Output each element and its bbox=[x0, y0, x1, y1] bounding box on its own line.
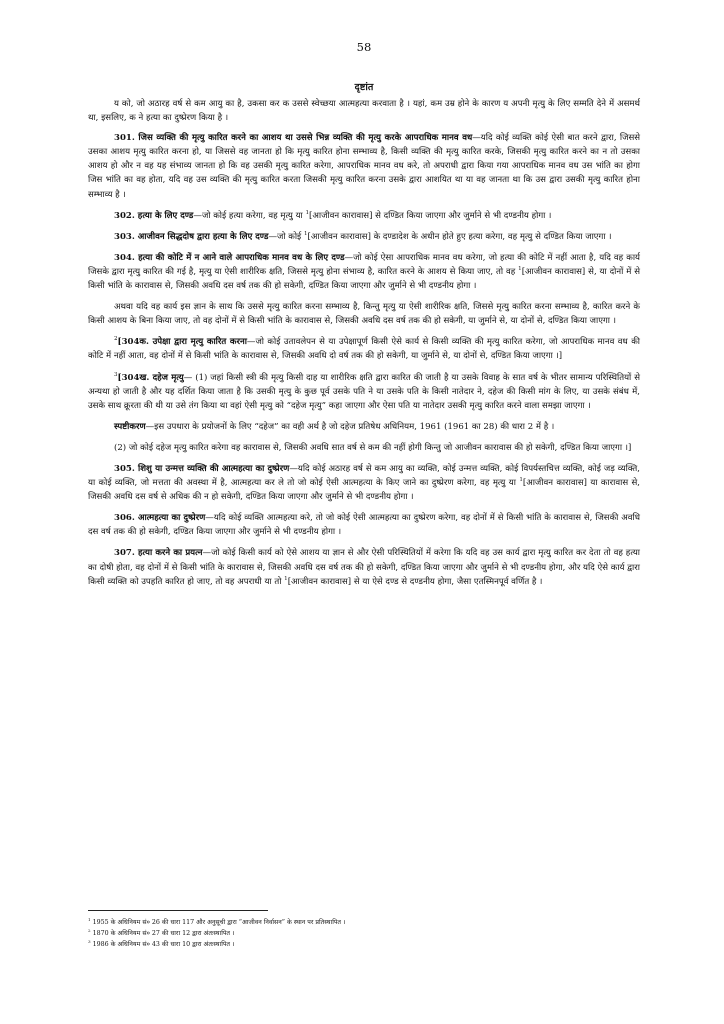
footnote-2 bbox=[88, 928, 640, 939]
section-307 bbox=[88, 546, 640, 588]
section-body: —जो कोई हत्या करेगा, वह मृत्यु या bbox=[193, 210, 306, 221]
section-title: [304क. उपेक्षा द्वारा मृत्यु कारित करना bbox=[117, 337, 247, 348]
section-title: स्पष्टीकरण bbox=[114, 421, 146, 432]
section-body-cont: [आजीवन कारावास] से दण्डित किया जाएगा और जुर्माने से भी दण्डनीय होगा । bbox=[309, 210, 552, 221]
section-body-cont: [आजीवन कारावास] से या ऐसे दण्ड से दण्डनीय होगा, जैसा एतस्मिनपूर्व वर्णित है । bbox=[287, 576, 543, 587]
footnote-text: 1870 के अधिनियम सं० 27 की धारा 12 द्वारा अंतःस्थापित । bbox=[92, 930, 235, 937]
footnote-text: 1986 के अधिनियम सं० 43 की धारा 10 द्वारा अंतःस्थापित । bbox=[92, 941, 235, 948]
illustration-heading: दृष्टांत bbox=[354, 82, 374, 93]
section-304b bbox=[88, 371, 640, 413]
footnote-divider bbox=[88, 910, 268, 911]
section-306 bbox=[88, 511, 640, 539]
section-304a bbox=[88, 335, 640, 363]
section-302 bbox=[88, 209, 640, 223]
section-title: 301. जिस व्यक्ति की मृत्यु कारित करने का आशय था उससे भिन्न व्यक्ति की मृत्यु करके आपराधिक मानव वध bbox=[114, 133, 473, 144]
section-title: 303. आजीवन सिद्धदोष द्वारा हत्या के लिए दण्ड bbox=[114, 231, 269, 242]
section-305 bbox=[88, 462, 640, 504]
section-body: —यदि कोई व्यक्ति कोई ऐसी बात करने द्वारा, जिससे उसका आशय मृत्यु कारित करना हो, या जिससे वह जानता हो कि मृत्यु कारित होना सम्भाव्य है, किसी व्यक्ति की मृत्यु कारित करके, जिसकी मृत्यु कारित करने का न तो उसका आशय हो और न वह यह संभाव्य जानता हो कि वह उसकी मृत्यु कारित करेगा, आपराधिक मानव वध करे, तो अपराधी द्वारा किया गया आपराधिक मानव वध उस भांति का होगा जिस भांति का वह होता, यदि वह उस व्यक्ति की मृत्यु कारित करता जिसकी मृत्यु कारित करना उसके द्वारा आशयित था या वह जानता था कि उस द्वारा उसकी मृत्यु कारित होना सम्भाव्य है । bbox=[88, 133, 641, 200]
footnote-number: 1 bbox=[88, 916, 91, 922]
section-body-cont: [आजीवन कारावास] के दण्डादेश के अधीन होते हुए हत्या करेगा, वह मृत्यु से दण्डित किया जाएगा । bbox=[307, 231, 612, 242]
footnote-ref: 1 bbox=[518, 266, 522, 273]
footnote-ref: 1 bbox=[284, 575, 288, 582]
footnote-3 bbox=[88, 939, 640, 950]
section-title: 307. हत्या करने का प्रयत्न bbox=[114, 548, 203, 559]
footnote-number: 3 bbox=[88, 938, 91, 944]
section-body: —यदि कोई अठारह वर्ष से कम आयु का व्यक्ति, कोई उन्मत्त व्यक्ति, कोई विपर्यस्तचित्त व्यक्ति, कोई जड़ व्यक्ति, या कोई व्यक्ति, जो मत्तता की अवस्था में है, आत्महत्या कर ले तो जो कोई ऐसी आत्महत्या के किए जाने का दुष्प्रेरण करेगा, वह मृत्यु या bbox=[88, 463, 640, 489]
section-body: —जो कोई bbox=[268, 231, 304, 242]
section-body: —यदि कोई व्यक्ति आत्महत्या करे, तो जो कोई ऐसी आत्महत्या का दुष्प्रेरण करेगा, वह दोनों में से किसी भांति के कारावास से, जिसकी अवधि दस वर्ष तक की हो सकेगी, दण्डित किया जाएगा और जुर्माने से भी दण्डनीय होगा । bbox=[88, 513, 640, 538]
section-body: —इस उपधारा के प्रयोजनों के लिए “दहेज” का वही अर्थ है जो दहेज प्रतिषेध अधिनियम, 1961 (1961 का 28) की धारा 2 में है । bbox=[145, 421, 555, 432]
section-body: अथवा यदि वह कार्य इस ज्ञान के साथ कि उससे मृत्यु कारित करना सम्भाव्य है, किन्तु मृत्यु या ऐसी शारीरिक क्षति, जिससे मृत्यु कारित करना सम्भाव्य है, कारित करने के किसी आशय के बिना किया जाए, तो वह दोनों में से किसी भांति के कारावास से, जिसकी अवधि दस वर्ष तक की हो सकेगी, या जुर्माने से, या दोनों से, दण्डित किया जाएगा । bbox=[88, 302, 640, 327]
section-304b-subsection-2 bbox=[88, 441, 640, 455]
section-title: 305. शिशु या उन्मत्त व्यक्ति की आत्महत्या का दुष्प्रेरण bbox=[114, 463, 290, 474]
page-number: 58 bbox=[356, 40, 372, 54]
section-body: —जो कोई ऐसा आपराधिक मानव वध करेगा, जो हत्या की कोटि में नहीं आता है, यदि वह कार्य जिसके द्वारा मृत्यु कारित की गई है, मृत्यु या ऐसी शारीरिक क्षति, जिससे मृत्यु होना संभाव्य है, कारित करने के आशय से किया जाए, तो वह bbox=[88, 252, 640, 277]
section-title: 306. आत्महत्या का दुष्प्रेरण bbox=[114, 513, 206, 524]
section-body: (2) जो कोई दहेज मृत्यु कारित करेगा वह कारावास से, जिसकी अवधि सात वर्ष से कम की नहीं होगी किन्तु जो आजीवन कारावास की हो सकेगी, दण्डित किया जाएगा ।] bbox=[114, 442, 632, 453]
section-body: —जो कोई उतावलेपन से या उपेक्षापूर्ण किसी ऐसे कार्य से किसी व्यक्ति की मृत्यु कारित करेगा, जो आपराधिक मानव वध की कोटि में नहीं आता, वह दोनों में से किसी भांति के कारावास से, जिसकी अवधि दो वर्ष तक की हो सकेगी, या जुर्माने से, या दोनों से, दण्डित किया जाएगा ।] bbox=[88, 337, 640, 362]
section-body: — (1) जहां किसी स्त्री की मृत्यु किसी दाह या शारीरिक क्षति द्वारा कारित की जाती है या उसके विवाह के सात वर्ष के भीतर सामान्य परिस्थितियों से अन्यथा हो जाती है और यह दर्शित किया जाता है कि उसकी मृत्यु के कुछ पूर्व उसके पति ने या उसके पति के किसी नातेदार ने, दहेज की किसी मांग के लिए, या उसके संबंध में, उसके साथ क्रूरता की थी या उसे तंग किया था वहां ऐसी मृत्यु को “दहेज मृत्यु” कहा जाएगा और ऐसा पति या नातेदार उसकी मृत्यु कारित करने वाला समझा जाएगा । bbox=[88, 372, 640, 411]
section-body: —जो कोई किसी कार्य को ऐसे आशय या ज्ञान से और ऐसी परिस्थितियों में करेगा कि यदि वह उस कार्य द्वारा मृत्यु कारित कर देता तो वह हत्या का दोषी होता, वह दोनों में से किसी भांति के कारावास से, जिसकी अवधि दस वर्ष तक की हो सकेगी, दण्डित किया जाएगा और जुर्माने से भी दण्डनीय होगा, और यदि ऐसे कार्य द्वारा किसी व्यक्ति को उपहति कारित हो जाए, तो वह अपराधी या तो bbox=[88, 548, 640, 587]
footnote-text: 1955 के अधिनियम सं० 26 की धारा 117 और अनुसूची द्वारा “आजीवन निर्वासन” के स्थान पर प्रतिस्थापित । bbox=[92, 919, 346, 926]
footnote-number: 2 bbox=[88, 927, 91, 933]
document-page bbox=[88, 40, 640, 596]
footnote-ref: 2 bbox=[114, 336, 118, 343]
footnote-1 bbox=[88, 917, 640, 928]
section-304-continued bbox=[88, 300, 640, 328]
footnotes bbox=[88, 910, 640, 950]
section-304b-explanation bbox=[88, 420, 640, 434]
footnote-ref: 3 bbox=[114, 371, 118, 378]
section-body-cont: [आजीवन कारावास] या कारावास से, जिसकी अवधि दस वर्ष से अधिक की न हो सकेगी, दण्डित किया जाएगा और जुर्माने से भी दण्डनीय होगा । bbox=[88, 478, 641, 503]
section-304 bbox=[88, 251, 640, 293]
footnote-ref: 1 bbox=[305, 209, 310, 216]
section-301 bbox=[88, 131, 640, 201]
section-body-cont: [आजीवन कारावास] से, या दोनों में से किसी भांति के कारावास से, जिसकी अवधि दस वर्ष तक की हो सकेगी, दण्डित किया जाएगा और जुर्माने से भी दण्डनीय होगा । bbox=[88, 266, 641, 292]
illustration-text: य को, जो अठारह वर्ष से कम आयु का है, उकसा कर क उससे स्वेच्छया आत्महत्या करवाता है । यहां, कम उम्र होने के कारण य अपनी मृत्यु के लिए सम्मति देने में असमर्थ था, इसलिए, क ने हत्या का दुष्प्रेरण किया है । bbox=[88, 99, 640, 124]
section-303 bbox=[88, 230, 640, 244]
footnote-ref: 1 bbox=[303, 230, 308, 237]
footnote-ref: 1 bbox=[519, 477, 523, 484]
section-title: 302. हत्या के लिए दण्ड bbox=[114, 210, 194, 221]
section-title: 304. हत्या की कोटि में न आने वाले आपराधिक मानव वध के लिए दण्ड bbox=[114, 252, 345, 263]
section-title: [304ख. दहेज मृत्यु bbox=[117, 372, 184, 383]
